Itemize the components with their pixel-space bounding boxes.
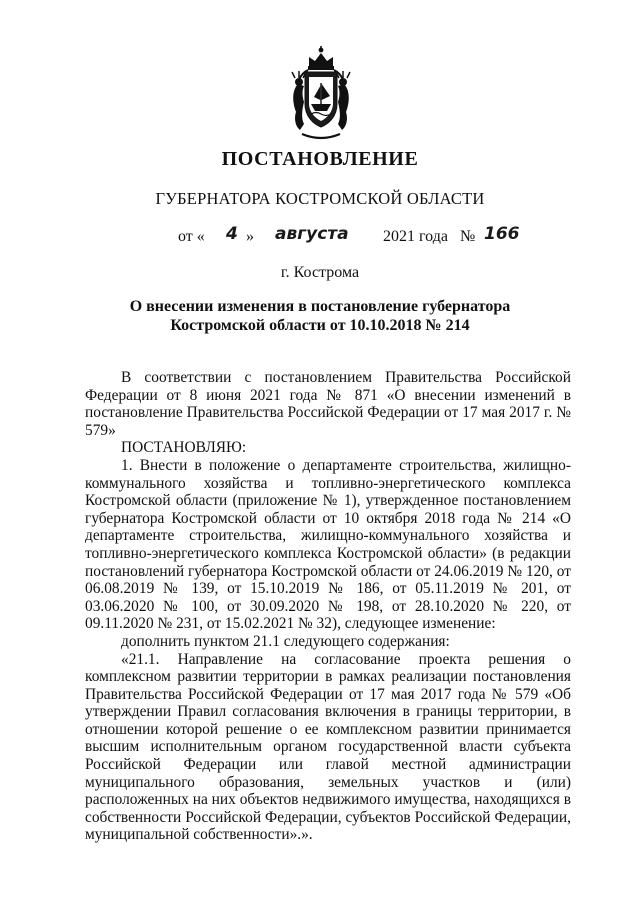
amendment-intro: дополнить пунктом 21.1 следующего содержания: [121,632,450,650]
coat-of-arms-icon [288,44,354,144]
date-month-handwritten: августа [275,224,349,244]
date-day-handwritten: 4 [226,224,238,244]
date-line [178,224,538,250]
document-body [85,369,571,844]
city: г. Кострома [280,264,360,281]
document-subject [0,297,640,335]
document-title: ПОСТАНОВЛЕНИЕ [221,148,419,170]
clause-21-1-paragraph: «21.1. Направление на согласование проекта решения о комплексном развитии территории в рамках реализации постановления Правительства Российской Федерации от 17 мая 2017 года № 579 «Об утверждении Правил согласования включения в границы территории, в отношении которой решение о ее комплексном развитии принимается высшим исполнительным органом государственной власти субъекта Российской Федерации или главой местной администрации муниципального образования, земельных участков и (или) расположенных на них объектов недвижимого имущества, находящихся в собственности Российской Федерации, субъектов Российской Федерации, муниципальной собственности».». [85,650,571,844]
clause-1-paragraph: 1. Внести в положение о департаменте строительства, жилищно-коммунального хозяйства и топливно-энергетического комплекса Костромской области (приложение № 1), утвержденное постановлением губернатора Костромской области от 10 октября 2018 года № 214 «О департаменте строительства, жилищно-коммунального хозяйства и топливно-энергетического комплекса Костромской области» (в редакции постановлений губернатора Костромской области от 24.06.2019 № 120, от 06.08.2019 № 139, от 15.10.2019 № 186, от 05.11.2019 № 201, от 03.06.2020 № 100, от 30.09.2020 № 198, от 28.10.2020 № 220, от 09.11.2020 № 231, от 15.02.2021 № 32), следующее изменение: [85,456,571,633]
document-number-handwritten: 166 [484,224,520,244]
decree-heading: ПОСТАНОВЛЯЮ: [121,439,247,457]
date-prefix: от « [178,228,205,245]
preamble-paragraph: В соответствии с постановлением Правительства Российской Федерации от 8 июня 2021 года № 871 «О внесении изменений в постановление Правительства Российской Федерации от 17 мая 2017 г. № 579» [85,369,571,439]
document-issuer: ГУБЕРНАТОРА КОСТРОМСКОЙ ОБЛАСТИ [155,189,485,208]
date-year: 2021 года [383,228,448,245]
number-sign: № [460,228,476,245]
subject-line-2: Костромской области от 10.10.2018 № 214 [170,317,470,334]
subject-line-1: О внесении изменения в постановление губернатора [129,298,511,315]
date-mid: » [246,228,254,245]
